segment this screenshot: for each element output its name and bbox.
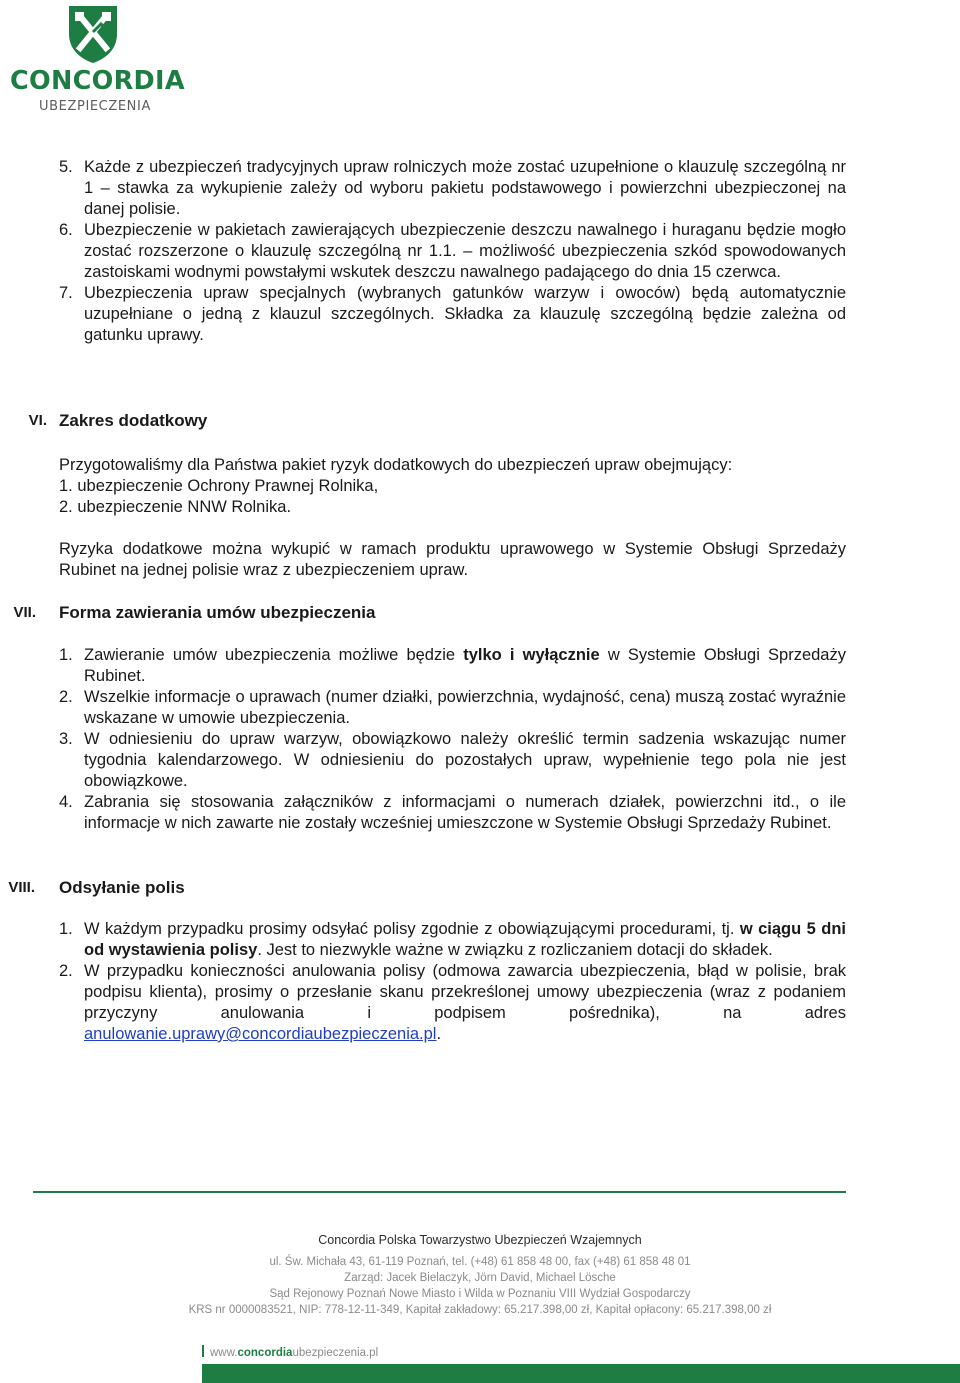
footer-board: Zarząd: Jacek Bielaczyk, Jörn David, Michael Lösche: [344, 1272, 616, 1284]
list-item: [59, 283, 846, 346]
website-prefix: www.: [210, 1347, 238, 1359]
item-number: 4.: [59, 793, 73, 811]
item-text: [84, 919, 846, 961]
item-text-part: w Systemie Obsługi Sprzedaży Rubinet.: [84, 646, 846, 685]
footer-divider: [33, 1191, 846, 1193]
item-text-part: W przypadku konieczności anulowania polisy (odmowa zawarcia ubezpieczenia, błąd w polisie, brak podpisu klienta), prosimy o przesłanie skanu przekreślonej umowy ubezpieczenia (wraz z podaniem przyczyny anulowania i podpisem pośrednika), na adres: [84, 962, 846, 1022]
section-vi-intro: Przygotowaliśmy dla Państwa pakiet ryzyk dodatkowych do ubezpieczeń upraw obejmujący:: [59, 456, 733, 474]
item-text-part: Zawieranie umów ubezpieczenia możliwe będzie: [84, 646, 464, 664]
item-number: 2.: [59, 962, 73, 980]
item-number: 1.: [59, 646, 73, 664]
list-item: [59, 687, 846, 729]
section-number-viii: VIII.: [8, 879, 35, 896]
item-text: Ubezpieczenie w pakietach zawierających ubezpieczenie deszczu nawalnego i huraganu będzie mogło zostać rozszerzone o klauzulę szczególną nr 1.1. – możliwość ubezpieczenia szkód spowodowanych zastoiskami wodnymi powstałymi wskutek deszczu nawalnego padającego do dnia 15 czerwca.: [84, 221, 846, 281]
footer-website-link[interactable]: [202, 1345, 378, 1359]
logo-subtitle: UBEZPIECZENIA: [39, 99, 151, 114]
item-text: W odniesieniu do upraw warzyw, obowiązkowo należy określić termin sadzenia wskazując numer tygodnia kalendarzowego. W odniesieniu do pozostałych upraw, wypełnienie tego pola nie jest obowiązkowe.: [84, 730, 846, 790]
list-item: [59, 220, 846, 283]
website-brand: concordia: [237, 1347, 293, 1359]
section-vi-note: Ryzyka dodatkowe można wykupić w ramach produktu uprawowego w Systemie Obsługi Sprzedaży Rubinet na jednej polisie wraz z ubezpieczeniem upraw.: [59, 540, 846, 579]
section-number-vii: VII.: [13, 604, 36, 621]
footer-color-band: [202, 1364, 960, 1383]
item-text: [84, 645, 846, 687]
section-title-vii: Forma zawierania umów ubezpieczenia: [59, 603, 376, 622]
list-item: [59, 729, 846, 792]
item-text: Ubezpieczenia upraw specjalnych (wybranych gatunków warzyw i owoców) będą automatycznie uzupełniane o jedną z klauzul szczególnych. Składka za klauzulę szczególną będzie zależna od gatunku uprawy.: [84, 284, 846, 344]
list-item: [59, 792, 846, 834]
section-title-vi: Zakres dodatkowy: [59, 411, 208, 430]
website-marker: [202, 1345, 204, 1357]
item-number: 3.: [59, 730, 73, 748]
item-number: 5.: [59, 158, 73, 176]
item-text-part: W każdym przypadku prosimy odsyłać polisy zgodnie z obowiązującymi procedurami, tj.: [84, 920, 740, 938]
item-text-part: . Jest to niezwykle ważne w związku z rozliczaniem dotacji do składek.: [257, 941, 773, 959]
website-suffix: ubezpieczenia.pl: [292, 1347, 379, 1359]
section-vii-list: [59, 645, 846, 834]
footer-address: ul. Św. Michała 43, 61-119 Poznań, tel. (+48) 61 858 48 00, fax (+48) 61 858 48 01: [269, 1256, 691, 1268]
logo-brand-name: CONCORDIA: [10, 66, 185, 96]
section-title-viii: Odsyłanie polis: [59, 878, 185, 897]
emphasis-text: w ciągu 5 dni od wystawienia polisy: [84, 920, 846, 959]
concordia-logo: [8, 4, 185, 116]
item-number: 7.: [59, 284, 73, 302]
item-number: 2.: [59, 688, 73, 706]
footer-krs: KRS nr 0000083521, NIP: 778-12-11-349, Kapitał zakładowy: 65.217.398,00 zł, Kapitał opłacony: 65.217.398,00 zł: [188, 1304, 772, 1316]
shield-crossed-keys-icon: [63, 4, 123, 64]
list-item: [59, 919, 846, 961]
list-item: 2. ubezpieczenie NNW Rolnika.: [59, 498, 292, 516]
list-item: [59, 645, 846, 687]
email-link[interactable]: anulowanie.uprawy@concordiaubezpieczenia.pl: [84, 1025, 437, 1043]
item-number: 6.: [59, 221, 73, 239]
item-text: Wszelkie informacje o uprawach (numer działki, powierzchnia, wydajność, cena) muszą zostać wyraźnie wskazane w umowie ubezpieczenia.: [84, 688, 846, 727]
list-item: [59, 157, 846, 220]
emphasis-text: tylko i wyłącznie: [463, 646, 600, 664]
section-viii-list: [59, 919, 846, 1045]
item-text: Każde z ubezpieczeń tradycyjnych upraw rolniczych może zostać uzupełnione o klauzulę szczególną nr 1 – stawka za wykupienie zależy od wyboru pakietu podstawowego i powierzchni ubezpieczonej na danej polisie.: [84, 158, 846, 218]
section-vi-body: [59, 455, 846, 518]
list-item: [59, 961, 846, 1045]
item-number: 1.: [59, 920, 73, 938]
footer-company: Concordia Polska Towarzystwo Ubezpieczeń Wzajemnych: [318, 1233, 642, 1247]
item-text-part: .: [436, 1025, 442, 1043]
list-item: 1. ubezpieczenie Ochrony Prawnej Rolnika,: [59, 477, 379, 495]
footer-court: Sąd Rejonowy Poznań Nowe Miasto i Wilda w Poznaniu VIII Wydział Gospodarczy: [269, 1288, 691, 1300]
item-text: Zabrania się stosowania załączników z informacjami o numerach działek, powierzchni itd., o ile informacje w nich zawarte nie zostały wcześniej umieszczone w Systemie Obsługi Sprzedaży Rubinet.: [84, 793, 846, 832]
item-text: [84, 961, 846, 1045]
section-number-vi: VI.: [28, 412, 47, 429]
clauses-list: [59, 157, 846, 346]
